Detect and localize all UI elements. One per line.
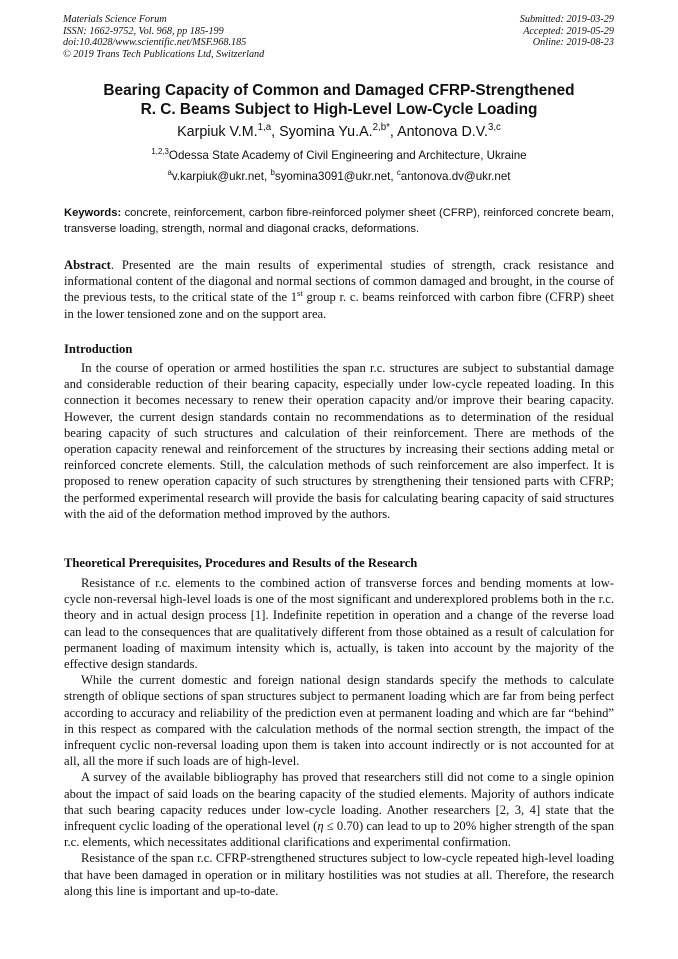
abstract-label: Abstract xyxy=(64,258,111,272)
theory-heading: Theoretical Prerequisites, Procedures and Results of the Research xyxy=(64,556,418,570)
abstract-block xyxy=(64,257,614,322)
theory-body xyxy=(64,575,614,899)
introduction-heading: Introduction xyxy=(64,342,133,356)
publication-dates xyxy=(520,14,614,49)
theory-paragraph-4: Resistance of the span r.c. CFRP-strengthened structures subject to low-cycle repeated high-level loading that have been damaged in operation or in military hostilities was not studies at all. Therefore, the research along this line is important and up-to-date. xyxy=(64,851,614,898)
accepted-date: Accepted: 2019-05-29 xyxy=(523,25,614,37)
author-name: Karpiuk V.M. xyxy=(177,124,258,140)
author-affil-marker: 1,a xyxy=(257,122,272,134)
email-address[interactable]: syomina3091@ukr.net xyxy=(274,170,391,183)
author-separator: , xyxy=(389,124,398,140)
copyright-line: © 2019 Trans Tech Publications Ltd, Switzerland xyxy=(63,48,265,60)
load-level-condition: ≤ 0.70 xyxy=(323,819,359,834)
keywords-block xyxy=(64,205,614,237)
journal-info xyxy=(63,14,264,60)
email-marker: c xyxy=(396,168,401,178)
issn-line: ISSN: 1662-9752, Vol. 968, pp 185-199 xyxy=(63,25,224,37)
affiliation-text: Odessa State Academy of Civil Engineering and Architecture, Ukraine xyxy=(168,149,527,162)
author-affil-marker: 3,c xyxy=(487,122,501,134)
title-line-2: R. C. Beams Subject to High-Level Low-Cycle Loading xyxy=(140,101,538,118)
theory-paragraph-2: While the current domestic and foreign national design standards specify the methods to calculate strength of oblique sections of span structures subject to permanent loading which are far from being perfect according to accuracy and reliability of the prediction even at permanent loading and which are far “behind” in this respect as compared with the calculation methods of the normal section strength, the impact of the infrequent cyclic non-reversal loading upon them is taken into account indirectly or is not accounted for at all, all the more if such loads are of high-level. xyxy=(64,673,614,769)
eta-symbol: η xyxy=(317,819,324,834)
affiliation-marker: 1,2,3 xyxy=(151,147,169,157)
doi-line: doi:10.4028/www.scientific.net/MSF.968.185 xyxy=(63,37,247,48)
author-separator: , xyxy=(271,124,280,140)
title-line-1: Bearing Capacity of Common and Damaged CFRP-Strengthened xyxy=(103,82,575,99)
email-list xyxy=(40,170,638,184)
paper-title xyxy=(40,81,638,119)
introduction-paragraph: In the course of operation or armed hostilities the span r.c. structures are subject to substantial damage and considerable reduction of their bearing capacity, especially under low-cycle repeated loading. In this connection it becomes necessary to renew their operation capacity and/or improve their bearing capacity. However, the current design standards contain no recommendations as to determination of the residual bearing capacity of such structures and calculation of their reinforcement. There are methods of the operation capacity renewal and reinforcement of the structures by increasing their sections adding metal or reinforced concrete elements. Still, the calculation methods of such reinforcement are also imperfect. It is proposed to renew operation capacity of such structures by strengthening their tensioned parts with CFRP; the performed experimental research will provide the basis for calculating bearing capacity of said structures with the aid of the deformation method improved by the authors. xyxy=(64,361,614,521)
keywords-text: concrete, reinforcement, carbon fibre-reinforced polymer sheet (CFRP), reinforced concrete beam, transverse loading, strength, normal and diagonal cracks, deformations. xyxy=(64,207,614,235)
email-marker: a xyxy=(167,168,172,178)
author-affil-marker: 2,b* xyxy=(372,122,390,134)
email-address[interactable]: antonova.dv@ukr.net xyxy=(400,170,511,183)
abstract-text: . Presented are the main results of experimental studies of strength, crack resistance and informational content of the diagonal and normal sections of common damaged and brought, in the course of the previous tests, to the critical state of the 1 xyxy=(64,258,614,305)
theory-paragraph-3 xyxy=(64,769,614,850)
affiliation xyxy=(40,149,638,163)
theory-paragraph-1: Resistance of r.c. elements to the combined action of transverse forces and bending moments at low-cycle non-reversal high-level loads is one of the most significant and underexplored problems both in the r.c. theory and in actual design process [1]. Indefinite repetition in operation and a change of the reverse load can lead to the consequences that are qualitatively different from those obtained as a result of calculation for permanent loading of maximum intensity which is, actually, is taken into account by the majority of the effective design standards. xyxy=(64,576,614,672)
paragraph-text-end: ) can lead to up to 20% higher strength of the span r.c. elements, which necessitates additional clarifications and experimental confirmation. xyxy=(64,819,614,850)
email-separator: , xyxy=(263,170,271,183)
author-name: Syomina Yu.A. xyxy=(279,124,373,140)
email-separator: , xyxy=(390,170,397,183)
introduction-body xyxy=(64,360,614,522)
email-address[interactable]: v.karpiuk@ukr.net xyxy=(171,170,264,183)
abstract-text-end: group r. c. beams reinforced with carbon fibre (CFRP) sheet in the lower tensioned zone and on the support area. xyxy=(64,290,614,321)
submitted-date: Submitted: 2019-03-29 xyxy=(519,14,614,25)
keywords-label: Keywords: xyxy=(64,207,122,219)
email-marker: b xyxy=(270,168,275,178)
journal-name: Materials Science Forum xyxy=(63,14,167,25)
author-name: Antonova D.V. xyxy=(397,124,488,140)
author-list xyxy=(40,123,638,141)
online-date: Online: 2019-08-23 xyxy=(532,37,614,48)
ordinal-suffix: st xyxy=(297,288,303,299)
paragraph-text: A survey of the available bibliography has proved that researchers still did not come to a single opinion about the impact of said loads on the bearing capacity of the studied elements. Majority of authors indicate that such bearing capacity reduces under low-cycle loading. Another researchers [2, 3, 4] state that the infrequent cyclic loading of the operational level ( xyxy=(64,770,614,834)
